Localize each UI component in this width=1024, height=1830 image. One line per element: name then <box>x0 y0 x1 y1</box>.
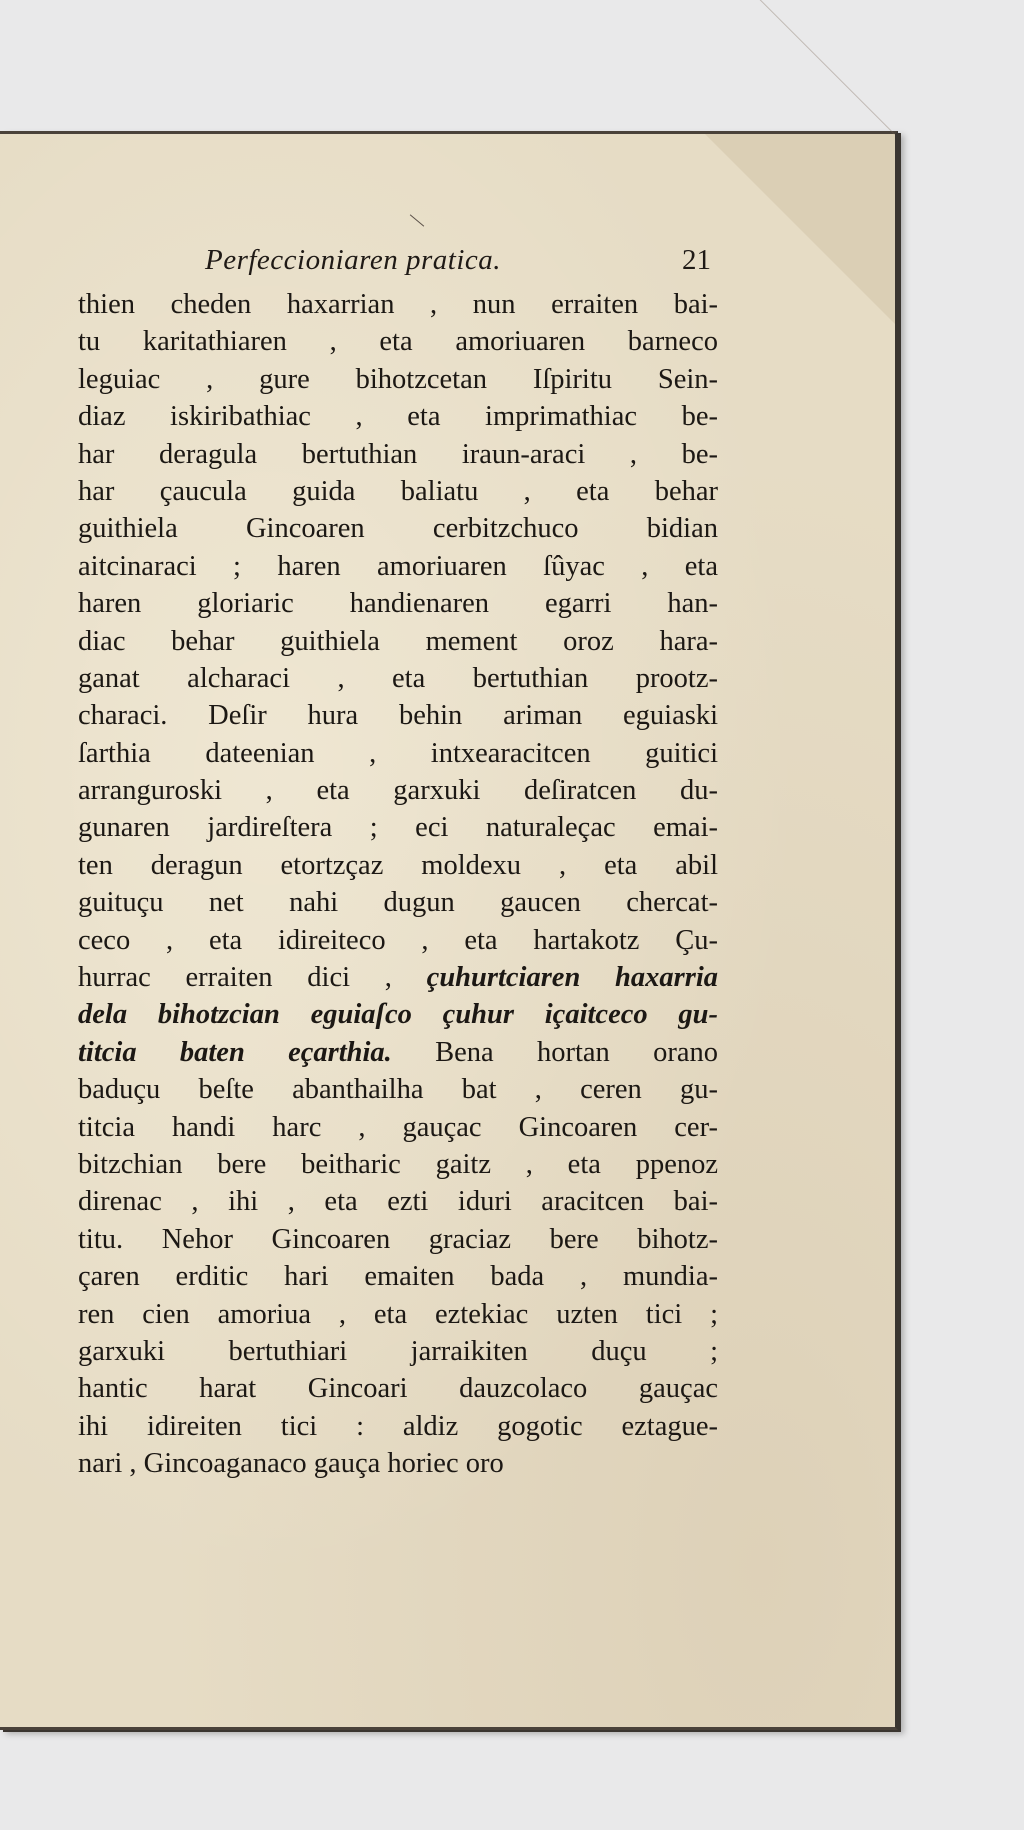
text-line: ihi idireiten tici : aldiz gogotic eztague- <box>78 1410 718 1442</box>
text-line: baduçu beſte abanthailha bat , ceren gu- <box>78 1074 718 1106</box>
page-corner-fold <box>705 134 895 324</box>
text-line: direnac , ihi , eta ezti iduri aracitcen bai- <box>78 1186 718 1218</box>
text-line: gunaren jardireſtera ; eci naturaleçac emai- <box>78 812 718 844</box>
text-line: haren gloriaric handienaren egarri han- <box>78 588 718 620</box>
text-line: titcia handi harc , gauçac Gincoaren cer- <box>78 1111 718 1143</box>
text-line: ganat alcharaci , eta bertuthian prootz- <box>78 662 718 694</box>
text-line: çaren erditic hari emaiten bada , mundia- <box>78 1261 718 1293</box>
text-line: har çaucula guida baliatu , eta behar <box>78 475 718 507</box>
roman-segment: hurrac erraiten dici , <box>78 962 427 994</box>
text-line: bitzchian bere beitharic gaitz , eta ppenoz <box>78 1148 718 1180</box>
text-line: titu. Nehor Gincoaren graciaz bere bihotz- <box>78 1223 718 1255</box>
text-line: diaz iskiribathiac , eta imprimathiac be- <box>78 401 718 433</box>
text-line: hantic harat Gincoari dauzcolaco gauçac <box>78 1373 718 1405</box>
italic-segment: çuhurtciaren haxarria <box>426 962 718 994</box>
text-line: guithiela Gincoaren cerbitzchuco bidian <box>78 513 718 545</box>
text-line: thien cheden haxarrian , nun erraiten bai- <box>78 289 718 320</box>
text-line: nari , Gincoaganaco gauça horiec oro <box>78 1448 504 1480</box>
page-number: 21 <box>682 244 711 276</box>
italic-segment: titcia baten eçarthia. <box>78 1036 392 1068</box>
corner-crease <box>704 0 895 135</box>
text-line: aitcinaraci ; haren amoriuaren ſûyac , eta <box>78 550 718 582</box>
text-line: ren cien amoriua , eta eztekiac uzten tici ; <box>78 1298 718 1330</box>
text-line: tu karitathiaren , eta amoriuaren barneco <box>78 326 718 358</box>
text-line: garxuki bertuthiari jarraikiten duçu ; <box>78 1335 718 1367</box>
book-page <box>0 131 898 1730</box>
text-line: ten deragun etortzçaz moldexu , eta abil <box>78 849 718 881</box>
ink-mark <box>410 214 424 226</box>
running-head: Perfeccioniaren pratica. <box>205 244 502 276</box>
text-line: characi. Deſir hura behin ariman eguiaski <box>78 700 718 732</box>
text-line: arranguroski , eta garxuki deſiratcen du- <box>78 775 718 807</box>
body-text <box>78 286 718 1483</box>
text-line: guituçu net nahi dugun gaucen chercat- <box>78 887 718 919</box>
text-line: ſarthia dateenian , intxearacitcen guitici <box>78 737 718 769</box>
text-line: leguiac , gure bihotzcetan Iſpiritu Sein- <box>78 363 718 395</box>
text-line-mixed <box>78 959 718 996</box>
text-line: diac behar guithiela mement oroz hara- <box>78 625 718 657</box>
text-line: ceco , eta idireiteco , eta hartakotz Çu- <box>78 924 718 956</box>
text-line-mixed <box>78 1034 718 1071</box>
text-line: har deragula bertuthian iraun-araci , be- <box>78 438 718 470</box>
roman-segment: Bena hortan orano <box>391 1036 718 1068</box>
italic-line: dela bihotzcian eguiaſco çuhur içaitceco gu- <box>78 999 718 1031</box>
